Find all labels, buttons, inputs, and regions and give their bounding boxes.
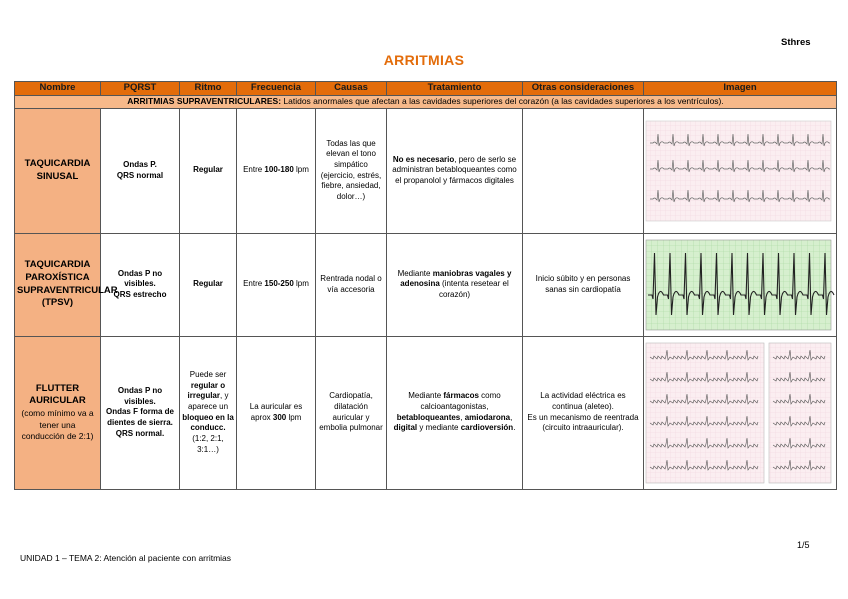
ecg-sinus-tachycardia-image bbox=[646, 121, 831, 221]
table-row bbox=[15, 108, 837, 233]
col-header-imagen: Imagen bbox=[644, 82, 837, 96]
cell-tratamiento: No es necesario, pero de serlo se administran betabloqueantes como el propanolol y fármacos digitales bbox=[387, 108, 523, 233]
cell-ritmo: Regular bbox=[180, 233, 237, 336]
cell-otras: La actividad eléctrica es continua (aleteo). Es un mecanismo de reentrada (circuito intraauricular). bbox=[523, 336, 644, 489]
row-name: FLUTTER AURICULAR (como mínimo va a tener una conducción de 2:1) bbox=[15, 336, 101, 489]
col-header-otras: Otras consideraciones bbox=[523, 82, 644, 96]
row-name-note: (como mínimo va a tener una conducción de 2:1) bbox=[21, 408, 94, 442]
col-header-frecuencia: Frecuencia bbox=[237, 82, 316, 96]
cell-tratamiento: Mediante fármacos como calcioantagonistas, betabloqueantes, amiodarona, digital y mediante cardioversión. bbox=[387, 336, 523, 489]
cell-otras: Inicio súbito y en personas sanas sin cardiopatía bbox=[523, 233, 644, 336]
cell-causas: Cardiopatía, dilatación auricular y embolia pulmonar bbox=[316, 336, 387, 489]
cell-frecuencia: Entre 100-180 lpm bbox=[237, 108, 316, 233]
cell-pqrst: Ondas P. QRS normal bbox=[101, 108, 180, 233]
cell-frecuencia: Entre 150-250 lpm bbox=[237, 233, 316, 336]
row-name: TAQUICARDIA SINUSAL bbox=[15, 108, 101, 233]
cell-ritmo: Puede ser regular o irregular, y aparece un bloqueo en la conducc. (1:2, 2:1, 3:1…) bbox=[180, 336, 237, 489]
cell-imagen bbox=[644, 108, 837, 233]
cell-causas: Todas las que elevan el tono simpático (ejercicio, estrés, fiebre, ansiedad, dolor…) bbox=[316, 108, 387, 233]
col-header-nombre: Nombre bbox=[15, 82, 101, 96]
cell-imagen bbox=[644, 233, 837, 336]
section-banner: ARRITMIAS SUPRAVENTRICULARES: Latidos anormales que afectan a las cavidades superiores del corazón (a las cavidades superiores a los ventrículos). bbox=[15, 95, 837, 108]
ecg-flutter-image bbox=[646, 343, 831, 483]
author-name: Sthres bbox=[781, 37, 811, 48]
cell-frecuencia: La auricular es aprox 300 lpm bbox=[237, 336, 316, 489]
page-number: 1/5 bbox=[797, 540, 810, 550]
section-banner-row bbox=[15, 95, 837, 108]
table-row bbox=[15, 336, 837, 489]
cell-ritmo: Regular bbox=[180, 108, 237, 233]
cell-pqrst: Ondas P no visibles. QRS estrecho bbox=[101, 233, 180, 336]
arrhythmia-table bbox=[14, 81, 837, 490]
col-header-causas: Causas bbox=[316, 82, 387, 96]
row-name: TAQUICARDIA PAROXÍSTICA SUPRAVENTRICULAR (TPSV) bbox=[15, 233, 101, 336]
col-header-tratamiento: Tratamiento bbox=[387, 82, 523, 96]
cell-otras bbox=[523, 108, 644, 233]
cell-imagen bbox=[644, 336, 837, 489]
table-row bbox=[15, 233, 837, 336]
col-header-pqrst: PQRST bbox=[101, 82, 180, 96]
ecg-tpsv-image bbox=[646, 240, 831, 330]
footer-unit: UNIDAD 1 – TEMA 2: Atención al paciente con arritmias bbox=[20, 553, 232, 563]
cell-pqrst: Ondas P no visibles. Ondas F forma de dientes de sierra. QRS normal. bbox=[101, 336, 180, 489]
page-title: ARRITMIAS bbox=[383, 52, 465, 68]
cell-tratamiento: Mediante maniobras vagales y adenosina (intenta resetear el corazón) bbox=[387, 233, 523, 336]
cell-causas: Rentrada nodal o vía accesoria bbox=[316, 233, 387, 336]
table-header-row bbox=[15, 82, 837, 96]
col-header-ritmo: Ritmo bbox=[180, 82, 237, 96]
